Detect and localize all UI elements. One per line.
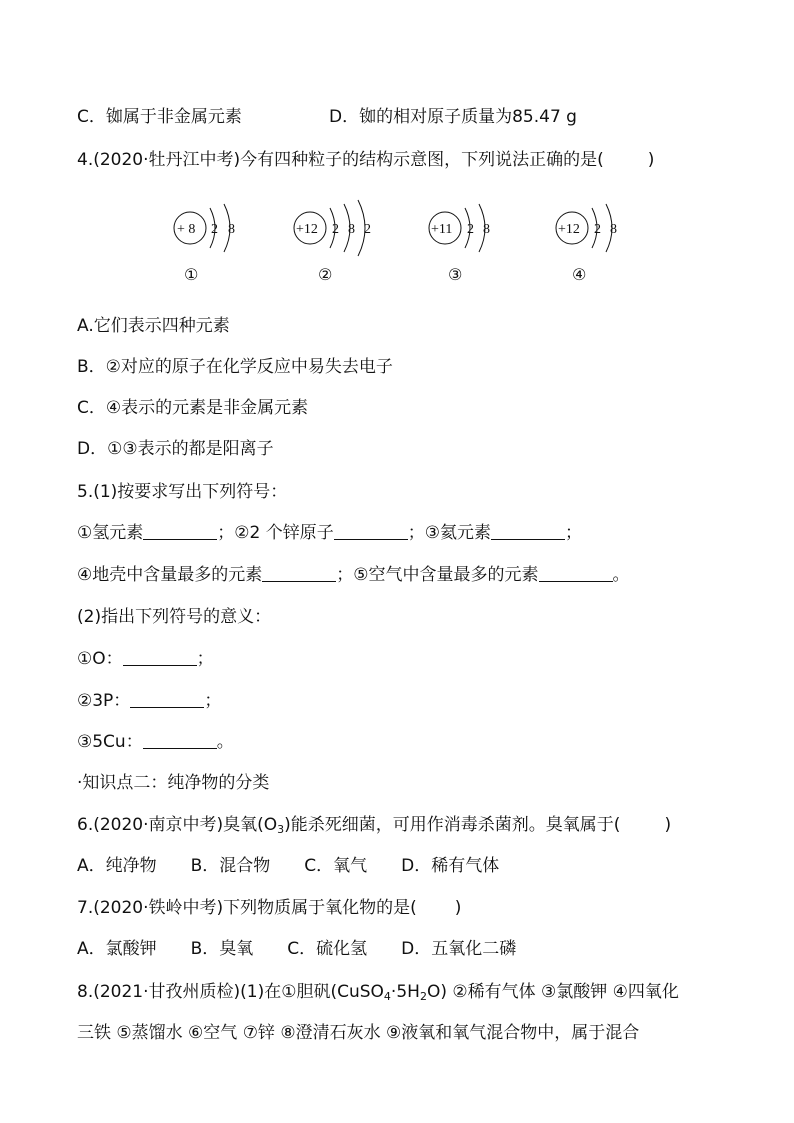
atom-diagram-4 <box>552 196 632 260</box>
answer-blank[interactable] <box>130 691 204 708</box>
q5-part2-b: ②3P： ； <box>77 691 222 711</box>
q4-option-d: D．①③表示的都是阳离子 <box>77 439 274 459</box>
atom-3-shell-2: 8 <box>483 222 490 237</box>
answer-blank[interactable] <box>491 523 565 540</box>
atom-2-shell-2: 8 <box>348 222 355 237</box>
atom-1-shell-2: 8 <box>228 222 235 237</box>
atom-4-shell-1: 2 <box>594 222 601 237</box>
atom-2-nucleus: +12 <box>296 222 318 237</box>
atom-2-label: ② <box>318 265 333 284</box>
answer-blank[interactable] <box>262 565 336 582</box>
atom-4-nucleus: +12 <box>558 222 580 237</box>
q6-options: A．纯净物 B．混合物 C．氧气 D．稀有气体 <box>77 856 500 876</box>
atom-3-shell-1: 2 <box>467 222 474 237</box>
q3-option-d: D．铷的相对原子质量为85.47 g <box>329 107 577 127</box>
q6-stem: 6.(2020·南京中考)臭氧$(O_3)$能杀死细菌，可用作消毒杀菌剂。臭氧属于( ) <box>77 815 672 836</box>
atom-1-shell-1: 2 <box>211 222 218 237</box>
atom-diagram-3 <box>425 196 505 260</box>
atom-2-shell-3: 2 <box>364 222 371 237</box>
atom-diagram-2 <box>290 196 390 260</box>
q5-part2-stem: (2)指出下列符号的意义： <box>77 607 272 627</box>
atom-1-nucleus: + 8 <box>177 222 196 237</box>
atom-3-nucleus: +11 <box>431 222 453 237</box>
q4-option-a: A.它们表示四种元素 <box>77 316 230 336</box>
q5-part1-line2: ④地壳中含量最多的元素 ；⑤空气中含量最多的元素 。 <box>77 565 630 585</box>
q7-options: A．氯酸钾 B．臭氧 C．硫化氢 D．五氧化二磷 <box>77 939 517 959</box>
q4-stem-text: 4.(2020·牡丹江中考)今有四种粒子的结构示意图，下列说法正确的是( <box>77 150 604 170</box>
q4-paren-close: ) <box>647 150 655 170</box>
q3-option-c: C．铷属于非金属元素 <box>77 107 242 127</box>
q5-part2-c: ③5Cu： 。 <box>77 732 234 752</box>
answer-blank[interactable] <box>143 732 217 749</box>
q8-line1: 8.(2021·甘孜州质检)(1)在①胆矾$(CuSO_4\cdot 5H_2O)$ ②稀有气体 ③氯酸钾 ④四氧化 <box>77 982 679 1003</box>
atom-diagram-1 <box>170 196 250 260</box>
q8-line2: 三铁 ⑤蒸馏水 ⑥空气 ⑦锌 ⑧澄清石灰水 ⑨液氧和氧气混合物中，属于混合 <box>77 1023 640 1043</box>
answer-blank[interactable] <box>539 565 613 582</box>
section-heading: ·知识点二：纯净物的分类 <box>77 773 270 793</box>
atom-4-label: ④ <box>572 265 587 284</box>
q4-stem <box>77 148 654 172</box>
atom-4-shell-2: 8 <box>610 222 617 237</box>
q5-part1-line1: ①氢元素 ；②2 个锌原子 ；③氦元素 ； <box>77 523 582 543</box>
atom-2-shell-1: 2 <box>332 222 339 237</box>
answer-blank[interactable] <box>143 523 217 540</box>
answer-blank[interactable] <box>123 649 197 666</box>
atom-3-label: ③ <box>448 265 463 284</box>
q5-part2-a: ①O： ； <box>77 649 214 669</box>
q5-part1-stem: 5.(1)按要求写出下列符号： <box>77 482 288 502</box>
answer-blank[interactable] <box>334 523 408 540</box>
q7-stem: 7.(2020·铁岭中考)下列物质属于氧化物的是( ) <box>77 898 462 918</box>
q4-option-b: B．②对应的原子在化学反应中易失去电子 <box>77 357 393 377</box>
atom-1-label: ① <box>184 265 199 284</box>
q4-option-c: C．④表示的元素是非金属元素 <box>77 398 309 418</box>
